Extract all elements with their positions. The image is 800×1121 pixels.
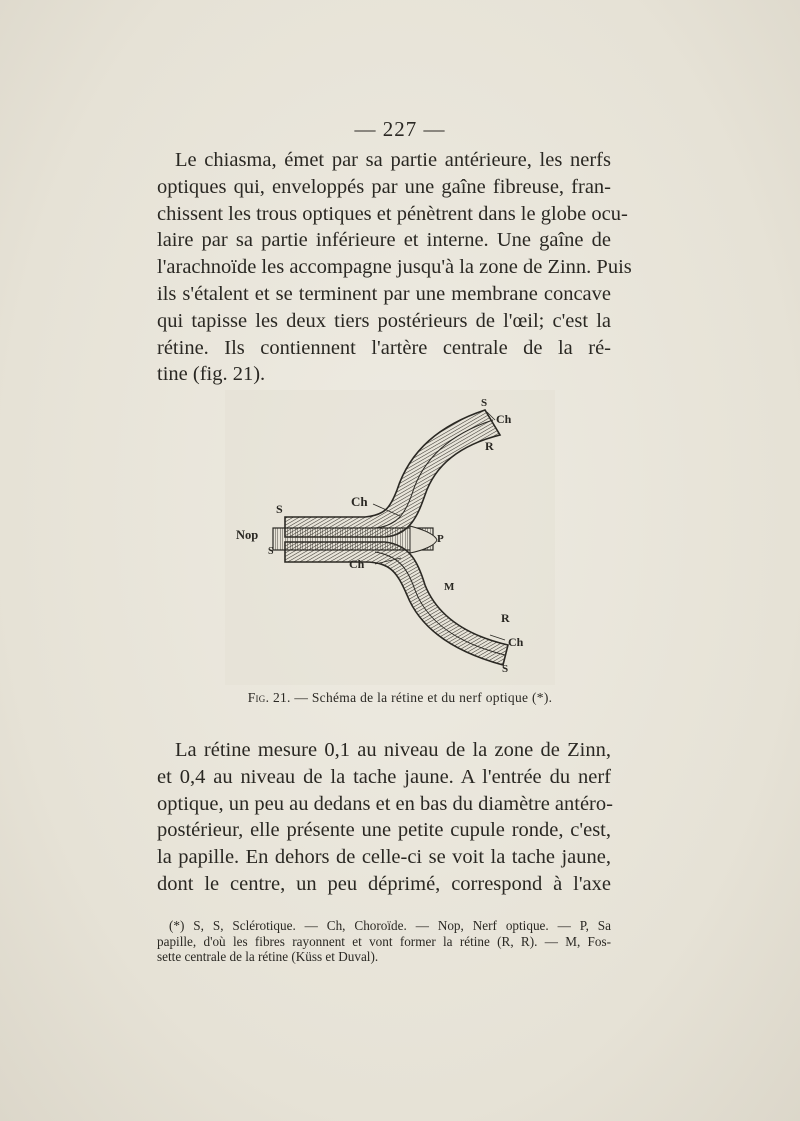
label-s-left-bottom: S	[268, 546, 274, 557]
text-line: dont le centre, un peu déprimé, correspond à l'axe	[157, 872, 611, 895]
text-line: Le chiasma, émet par sa partie antérieure, les nerfs	[175, 149, 611, 171]
footnote	[157, 918, 611, 965]
optic-nerve	[273, 528, 433, 550]
caption-text: — Schéma de la rétine et du nerf optique (*).	[290, 690, 553, 705]
text-line: optiques qui, enveloppés par une gaîne fibreuse, fran-	[157, 175, 611, 198]
footnote-line: (*) S, S, Sclérotique. — Ch, Choroïde. — Nop, Nerf optique. — P, Sa	[169, 918, 611, 933]
retina-diagram	[225, 390, 555, 685]
label-ch-bottom: Ch	[508, 635, 524, 649]
label-s-top: S	[481, 397, 488, 409]
label-ch-top: Ch	[496, 412, 512, 426]
figure-number: Fig. 21.	[247, 690, 291, 705]
retina-optic-nerve-figure	[225, 390, 555, 685]
label-m: M	[444, 581, 455, 593]
text-line: chissent les trous optiques et pénètrent dans le globe ocu-	[157, 202, 628, 225]
text-line: l'arachnoïde les accompagne jusqu'à la zone de Zinn. Puis	[157, 256, 632, 279]
label-ch-left-top: Ch	[351, 494, 368, 509]
page-number: — 227 —	[354, 117, 446, 141]
paragraph-1	[157, 147, 632, 388]
text-line: laire par sa partie inférieure et interne. Une gaîne de	[157, 229, 611, 252]
label-s-bottom: S	[502, 663, 509, 675]
label-r-top: R	[485, 439, 494, 453]
label-p: P	[437, 533, 444, 545]
text-line: optique, un peu au dedans et en bas du diamètre antéro-	[157, 792, 613, 815]
text-line: postérieur, elle présente une petite cupule ronde, c'est,	[157, 819, 611, 842]
text-line: tine (fig. 21).	[157, 363, 266, 386]
text-line: et 0,4 au niveau de la tache jaune. A l'entrée du nerf	[157, 765, 611, 788]
label-s-left-top: S	[276, 502, 283, 516]
footnote-line: papille, d'où les fibres rayonnent et vont former la rétine (R, R). — M, Fos-	[157, 933, 611, 949]
label-ch-left-bottom: Ch	[349, 557, 365, 571]
paragraph-2	[157, 737, 611, 898]
text-line: La rétine mesure 0,1 au niveau de la zone de Zinn,	[175, 739, 611, 761]
text-line: ils s'étalent et se terminent par une membrane concave	[157, 282, 611, 305]
figure-caption	[0, 690, 800, 706]
text-line: rétine. Ils contiennent l'artère centrale de la ré-	[157, 336, 611, 359]
label-nop: Nop	[236, 528, 259, 542]
label-r-bottom: R	[501, 611, 510, 625]
footnote-line: sette centrale de la rétine (Küss et Duval).	[157, 949, 379, 964]
text-line: la papille. En dehors de celle-ci se voit la tache jaune,	[157, 846, 611, 869]
text-line: qui tapisse les deux tiers postérieurs de l'œil; c'est la	[157, 309, 611, 332]
